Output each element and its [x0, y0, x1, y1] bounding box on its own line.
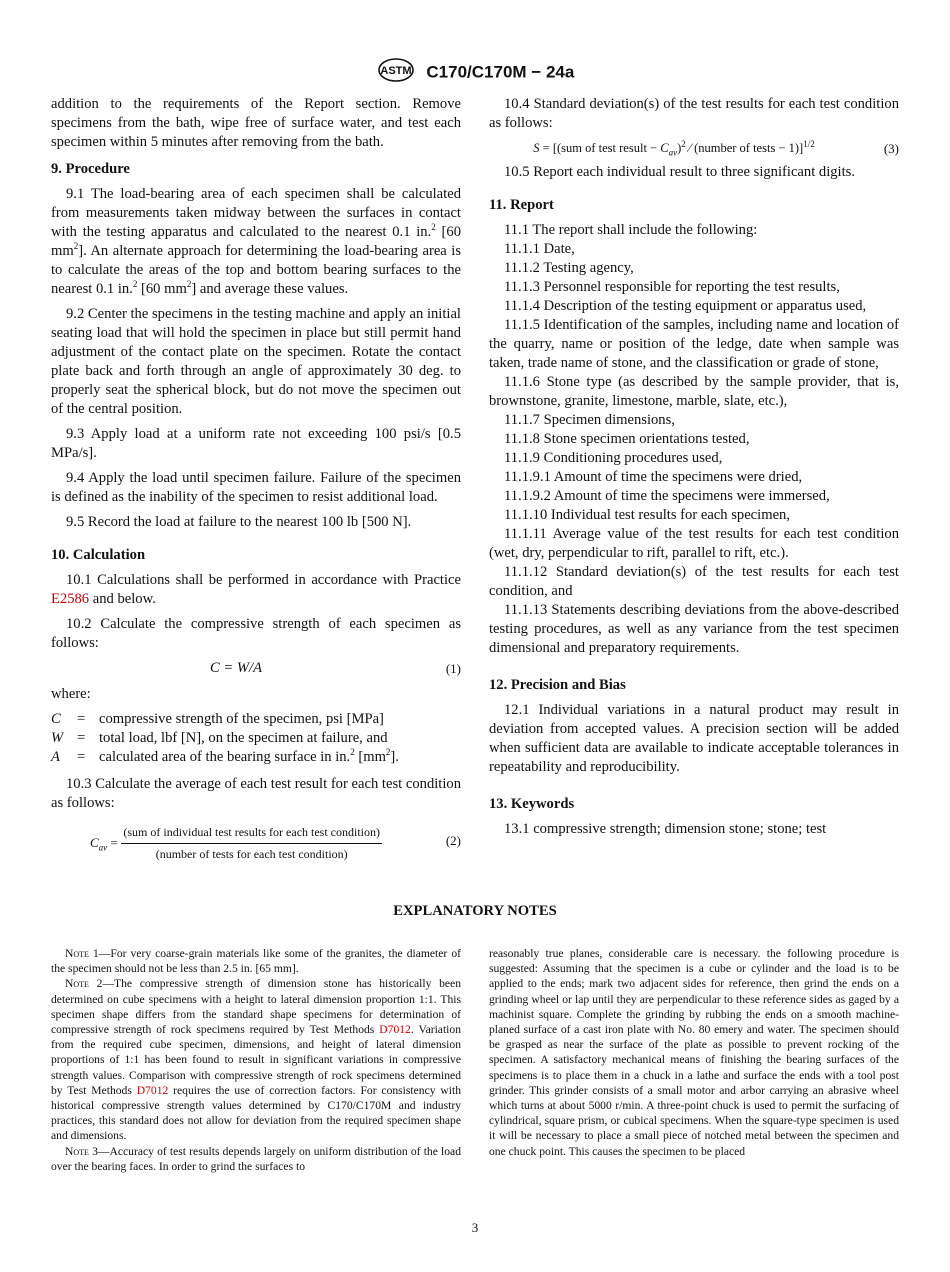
- where-label: where:: [51, 686, 91, 702]
- section-heading-procedure: 9. Procedure: [51, 161, 130, 177]
- where-row: W = total load, lbf [N], on the specimen at failure, and: [51, 730, 388, 746]
- list-item: 11.1 The report shall include the following:: [504, 222, 758, 238]
- link-d7012[interactable]: D7012: [379, 1023, 411, 1037]
- section-heading-keywords: 13. Keywords: [489, 796, 575, 812]
- paragraph-10-4: 10.4 Standard deviation(s) of the test results for each test condition as follows:: [489, 96, 899, 131]
- link-e2586[interactable]: E2586: [51, 591, 90, 607]
- designation: C170/C170M − 24a: [426, 62, 575, 82]
- page-header: [0, 57, 950, 88]
- list-item: 11.1.12 Standard deviation(s) of the test results for each test condition, and: [489, 564, 899, 599]
- explanatory-notes-title: EXPLANATORY NOTES: [393, 903, 557, 919]
- list-item: 11.1.9 Conditioning procedures used,: [504, 450, 723, 466]
- note-3: Note 3—Accuracy of test results depends largely on uniform distribution of the load over the bearing faces. In order to grind the surfaces to: [51, 1144, 461, 1173]
- equation-1: C = W/A (1): [209, 660, 461, 676]
- paragraph-13-1: 13.1 compressive strength; dimension stone; stone; test: [504, 821, 827, 837]
- paragraph-9-4: 9.4 Apply the load until specimen failure. Failure of the specimen is defined as the inability of the specimen to resist additional load.: [51, 470, 461, 505]
- section-heading-calculation: 10. Calculation: [51, 547, 146, 563]
- paragraph-10-1: 10.1 Calculations shall be performed in accordance with Practice E2586 and below.: [51, 572, 461, 607]
- list-item: 11.1.1 Date,: [504, 241, 575, 257]
- where-row: C = compressive strength of the specimen, psi [MPa]: [51, 711, 384, 727]
- list-item: 11.1.9.1 Amount of time the specimens were dried,: [504, 469, 803, 485]
- list-item: 11.1.10 Individual test results for each specimen,: [504, 507, 790, 523]
- list-item: 11.1.11 Average value of the test results for each test condition (wet, dry, perpendicular to rift, parallel to rift, etc.).: [489, 526, 899, 561]
- list-item: 11.1.5 Identification of the samples, including name and location of the quarry, name or position of the ledge, date when sample was taken, trade name of stone, and the classification or grade of stone,: [489, 317, 900, 371]
- list-item: 11.1.2 Testing agency,: [504, 260, 634, 276]
- section-heading-report: 11. Report: [489, 197, 554, 213]
- list-item: 11.1.13 Statements describing deviations from the above-described testing procedures, as well as any variance from the test specimen dimensional and preparatory requirements.: [489, 602, 899, 656]
- paragraph-10-5: 10.5 Report each individual result to three significant digits.: [504, 164, 855, 180]
- svg-text:ASTM: ASTM: [380, 65, 412, 77]
- list-item: 11.1.6 Stone type (as described by the sample provider, that is, brownstone, granite, limestone, marble, slate, etc.),: [489, 374, 899, 409]
- paragraph-9-2: 9.2 Center the specimens in the testing machine and apply an initial seating load that will hold the specimen in place but still permit hand adjustment of the contact plate on the specimen. Rotate the contact plate back and forth through an angle of approximately 30 deg. to properly seat the spherical block, but do not move the specimen out of the central position.: [51, 306, 461, 417]
- page-number: 3: [471, 1220, 479, 1235]
- list-item: 11.1.4 Description of the testing equipment or apparatus used,: [504, 298, 867, 314]
- notes-right-column: [489, 946, 899, 1159]
- link-d7012[interactable]: D7012: [136, 1083, 169, 1097]
- note-3-continued: reasonably true planes, considerable care is necessary. the following procedure is suggested: Assuming that the specimen is a cube or cylinder and the load is to be applied to the ends; mark two adjacent sides for reference, then grind the ends on a grinding wheel or lap until they are perpendicular to these reference sides as gaged by a machinist square. Complete the grinding by rubbing the ends on a smooth machine-planed surface of a cast iron plate with No. 80 emery and water. The specimen should be grasped as near the surface of the plate as possible to prevent rocking of the specimen. A satisfactory mechanical means of finishing the bearing surfaces of the specimens is to place them in a chuck in a lathe and surface the ends with a tool post grinder. This grinder consists of a small motor and arbor carrying an abrasive wheel which turns at about 5000 r/min. A three-point chuck is used to permit the surfacing of cylindrical, square prism, or cubical specimens. When the square-type specimen is used it will be necessary to place a small piece of notched metal between the specimen and one chuck point. This causes the specimen to be placed: [489, 947, 899, 1158]
- where-list: [51, 710, 461, 767]
- equation-2: $C_{av}$ = $\frac{\text{(sum of individual test results for each test condition)}}{\text{(number of tests for each test condition)}}$ (2): [89, 825, 461, 861]
- where-row: A = calculated area of the bearing surface in in.$^2$ $[mm^2]$.: [51, 747, 399, 765]
- section-heading-precision: 12. Precision and Bias: [489, 677, 626, 693]
- paragraph-cont: addition to the requirements of the Report section. Remove specimens from the bath, wipe free of surface water, and test each specimen within 5 minutes after removing from the bath.: [51, 96, 461, 150]
- paragraph-9-5: 9.5 Record the load at failure to the nearest 100 lb [500 N].: [66, 514, 412, 530]
- note-1: Note 1—For very coarse-grain materials like some of the granites, the diameter of the specimen should not be less than 2.5 in. [65 mm].: [51, 947, 461, 976]
- astm-logo-icon: [376, 57, 416, 88]
- equation-3: S = [(sum of test result − $C_{av})^2$ ⁄ (number of tests − 1)]$^{1/2}$ (3): [533, 138, 899, 158]
- note-2: Note 2—The compressive strength of dimension stone has historically been determined on cube specimens with a height to lateral dimension proportion 1:1. This specimen shape differs from the standard shape specimens for determination of compressive strength of rock specimens required by Test Methods D7012. Variation from the required cube specimen, dimensions, and height of lateral dimension proportions of 1:1 has been found to result in significant variations in compressive strength values. Comparison with compressive strength of rock specimens determined by Test Methods D7012 requires the use of correction factors. For consistency with historical compressive strength values determined by C170/C170M and industry practices, this standard does not allow for deviation from the required specimen shape and dimensions.: [51, 977, 461, 1143]
- paragraph-10-2: 10.2 Calculate the compressive strength of each specimen as follows:: [51, 616, 461, 651]
- left-column: [51, 95, 461, 859]
- paragraph-9-3: 9.3 Apply load at a uniform rate not exceeding 100 psi/s [0.5 MPa/s].: [51, 426, 461, 461]
- paragraph-12-1: 12.1 Individual variations in a natural product may result in deviation from accepted values. A precision section will be added when sufficient data are available to indicate acceptable tolerances in repeatability and reproducibility.: [489, 702, 899, 775]
- report-list: [489, 221, 899, 658]
- paragraph-10-3: 10.3 Calculate the average of each test result for each test condition as follows:: [51, 776, 461, 811]
- paragraph-9-1: 9.1 The load-bearing area of each specimen shall be calculated from measurements taken midway between the surfaces in contact with the testing apparatus and calculated to the nearest 0.1 in.$^2$ [60 $mm^2$]. An alternate approach for determining the load-bearing area is to calculate the areas of the top and bottom bearing surfaces to the nearest 0.1 in.$^2$ [60 $mm^2$] and average these values.: [51, 186, 461, 297]
- list-item: 11.1.9.2 Amount of time the specimens were immersed,: [504, 488, 830, 504]
- list-item: 11.1.7 Specimen dimensions,: [504, 412, 675, 428]
- list-item: 11.1.8 Stone specimen orientations tested,: [504, 431, 750, 447]
- right-column: [489, 95, 899, 845]
- list-item: 11.1.3 Personnel responsible for reporting the test results,: [504, 279, 840, 295]
- notes-left-column: [51, 946, 461, 1174]
